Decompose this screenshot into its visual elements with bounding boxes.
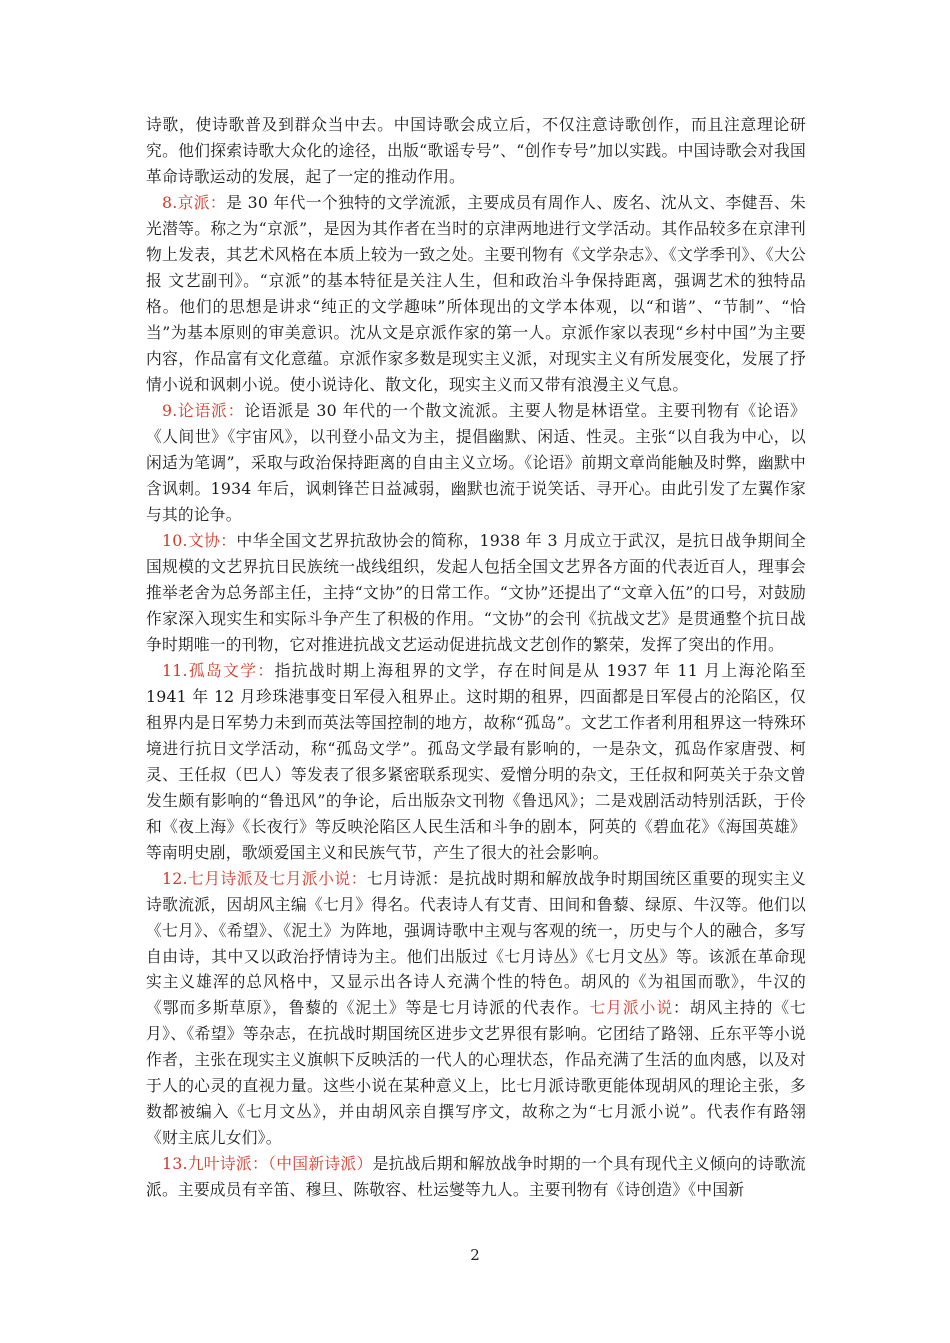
paragraph-lunyu-school <box>146 398 806 528</box>
term-heading: 13.九叶诗派：（中国新诗派） <box>162 1154 373 1174</box>
body-text: 七月诗派：是抗战时期和解放战争时期国统区重要的现实主义诗歌流派，因胡风主编《七月》得名。代表诗人有艾青、田间和鲁藜、绿原、牛汉等。他们以《七月》、《希望》、《泥土》为阵地，强调诗歌中主观与客观的统一，历史与个人的融合，多写自由诗，其中又以政治抒情诗为主。他们出版过《七月诗丛》《七月文丛》等。该派在革命现实主义雄浑的总风格中，又显示出各诗人充满个性的特色。胡风的《为祖国而歌》，牛汉的《鄂而多斯草原》，鲁藜的《泥土》等是七月诗派的代表作。 <box>146 868 806 1018</box>
body-text: 是抗战后期和解放战争时期的一个具有现代主义倾向的诗歌流派。主要成员有辛笛、穆旦、陈敬容、杜运燮等九人。主要刊物有《诗创造》《中国新 <box>146 1154 806 1200</box>
term-heading: 12.七月诗派及七月派小说： <box>162 868 367 888</box>
term-heading: 10.文协： <box>162 530 237 550</box>
paragraph-nine-leaves-school <box>146 1151 806 1203</box>
paragraph-jing-school <box>146 190 806 398</box>
term-heading: 11.孤岛文学： <box>162 660 275 680</box>
body-text: 中华全国文艺界抗敌协会的简称，1938 年 3 月成立于武汉，是抗日战争期间全国规模的文艺界抗日民族统一战线组织，发起人包括全国文艺界各方面的代表近百人，理事会推举老舍为总务部主任，主持“文协”的日常工作。“文协”还提出了“文章入伍”的口号，对鼓励作家深入现实生和实际斗争产生了积极的作用。“文协”的会刊《抗战文艺》是贯通整个抗日战争时期唯一的刊物，它对推进抗战文艺运动促进抗战文艺创作的繁荣，发挥了突出的作用。 <box>146 530 807 654</box>
paragraph-isolated-island-literature <box>146 658 806 866</box>
page-number: 2 <box>470 1246 480 1264</box>
body-text: 诗歌，使诗歌普及到群众当中去。中国诗歌会成立后，不仅注意诗歌创作，而且注意理论研究。他们探索诗歌大众化的途径，出版“歌谣专号”、“创作专号”加以实践。中国诗歌会对我国革命诗歌运动的发展，起了一定的推动作用。 <box>146 115 806 186</box>
paragraph-july-school <box>146 866 806 1152</box>
paragraph-poetry-society-end <box>146 112 806 190</box>
body-text: ：胡风主持的《七月》、《希望》等杂志，在抗战时期国统区进步文艺界很有影响。它团结了路翎、丘东平等小说作者，主张在现实主义旗帜下反映活的一代人的心理状态，作品充满了生活的血肉感，以及对于人的心灵的直视力量。这些小说在某种意义上，比七月派诗歌更能体现胡风的理论主张，多数都被编入《七月文丛》，并由胡风亲自撰写序文，故称之为“七月派小说”。代表作有路翎《财主底儿女们》。 <box>146 998 806 1148</box>
body-text: 指抗战时期上海租界的文学，存在时间是从 1937 年 11 月上海沦陷至 1941 年 12 月珍珠港事变日军侵入租界止。这时期的租界，四面都是日军侵占的沦陷区，仅租界内是日军势力未到而英法等国控制的地方，故称“孤岛”。文艺工作者利用租界这一特殊环境进行抗日文学活动，称“孤岛文学”。孤岛文学最有影响的，一是杂文，孤岛作家唐弢、柯灵、王任叔（巴人）等发表了很多紧密联系现实、爱憎分明的杂文，王任叔和阿英关于杂文曾发生颇有影响的“鲁迅风”的争论，后出版杂文刊物《鲁迅风》；二是戏剧活动特别活跃，于伶和《夜上海》《长夜行》等反映沦陷区人民生活和斗争的剧本，阿英的《碧血花》《海国英雄》等南明史剧，歌颂爱国主义和民族气节，产生了很大的社会影响。 <box>146 660 806 862</box>
term-heading: 9.论语派： <box>162 400 245 420</box>
document-body <box>146 112 806 1203</box>
term-heading: 8.京派： <box>162 192 227 212</box>
body-text: 论语派是 30 年代的一个散文流派。主要人物是林语堂。主要刊物有《论语》《人间世》《宇宙风》，以刊登小品文为主，提倡幽默、闲适、性灵。主张“以自我为中心，以闲适为笔调”，采取与政治保持距离的自由主义立场。《论语》前期文章尚能触及时弊，幽默中含讽刺。1934 年后，讽刺锋芒日益减弱，幽默也流于说笑话、寻开心。由此引发了左翼作家与其的论争。 <box>146 400 806 524</box>
paragraph-wenxie <box>146 528 806 658</box>
body-text: 是 30 年代一个独特的文学流派，主要成员有周作人、废名、沈从文、李健吾、朱光潜等。称之为“京派”，是因为其作者在当时的京津两地进行文学活动。其作品较多在京津刊物上发表，其艺术风格在本质上较为一致之处。主要刊物有《文学杂志》、《文学季刊》、《大公报 文艺副刊》。“京派”的基本特征是关注人生，但和政治斗争保持距离，强调艺术的独特品格。他们的思想是讲求“纯正的文学趣味”所体现出的文学本体观，以“和谐”、“节制”、“恰当”为基本原则的审美意识。沈从文是京派作家的第一人。京派作家以表现“乡村中国”为主要内容，作品富有文化意蕴。京派作家多数是现实主义派，对现实主义有所发展变化，发展了抒情小说和讽刺小说。使小说诗化、散文化，现实主义而又带有浪漫主义气息。 <box>146 192 807 394</box>
term-inline: 七月派小说 <box>589 998 674 1018</box>
